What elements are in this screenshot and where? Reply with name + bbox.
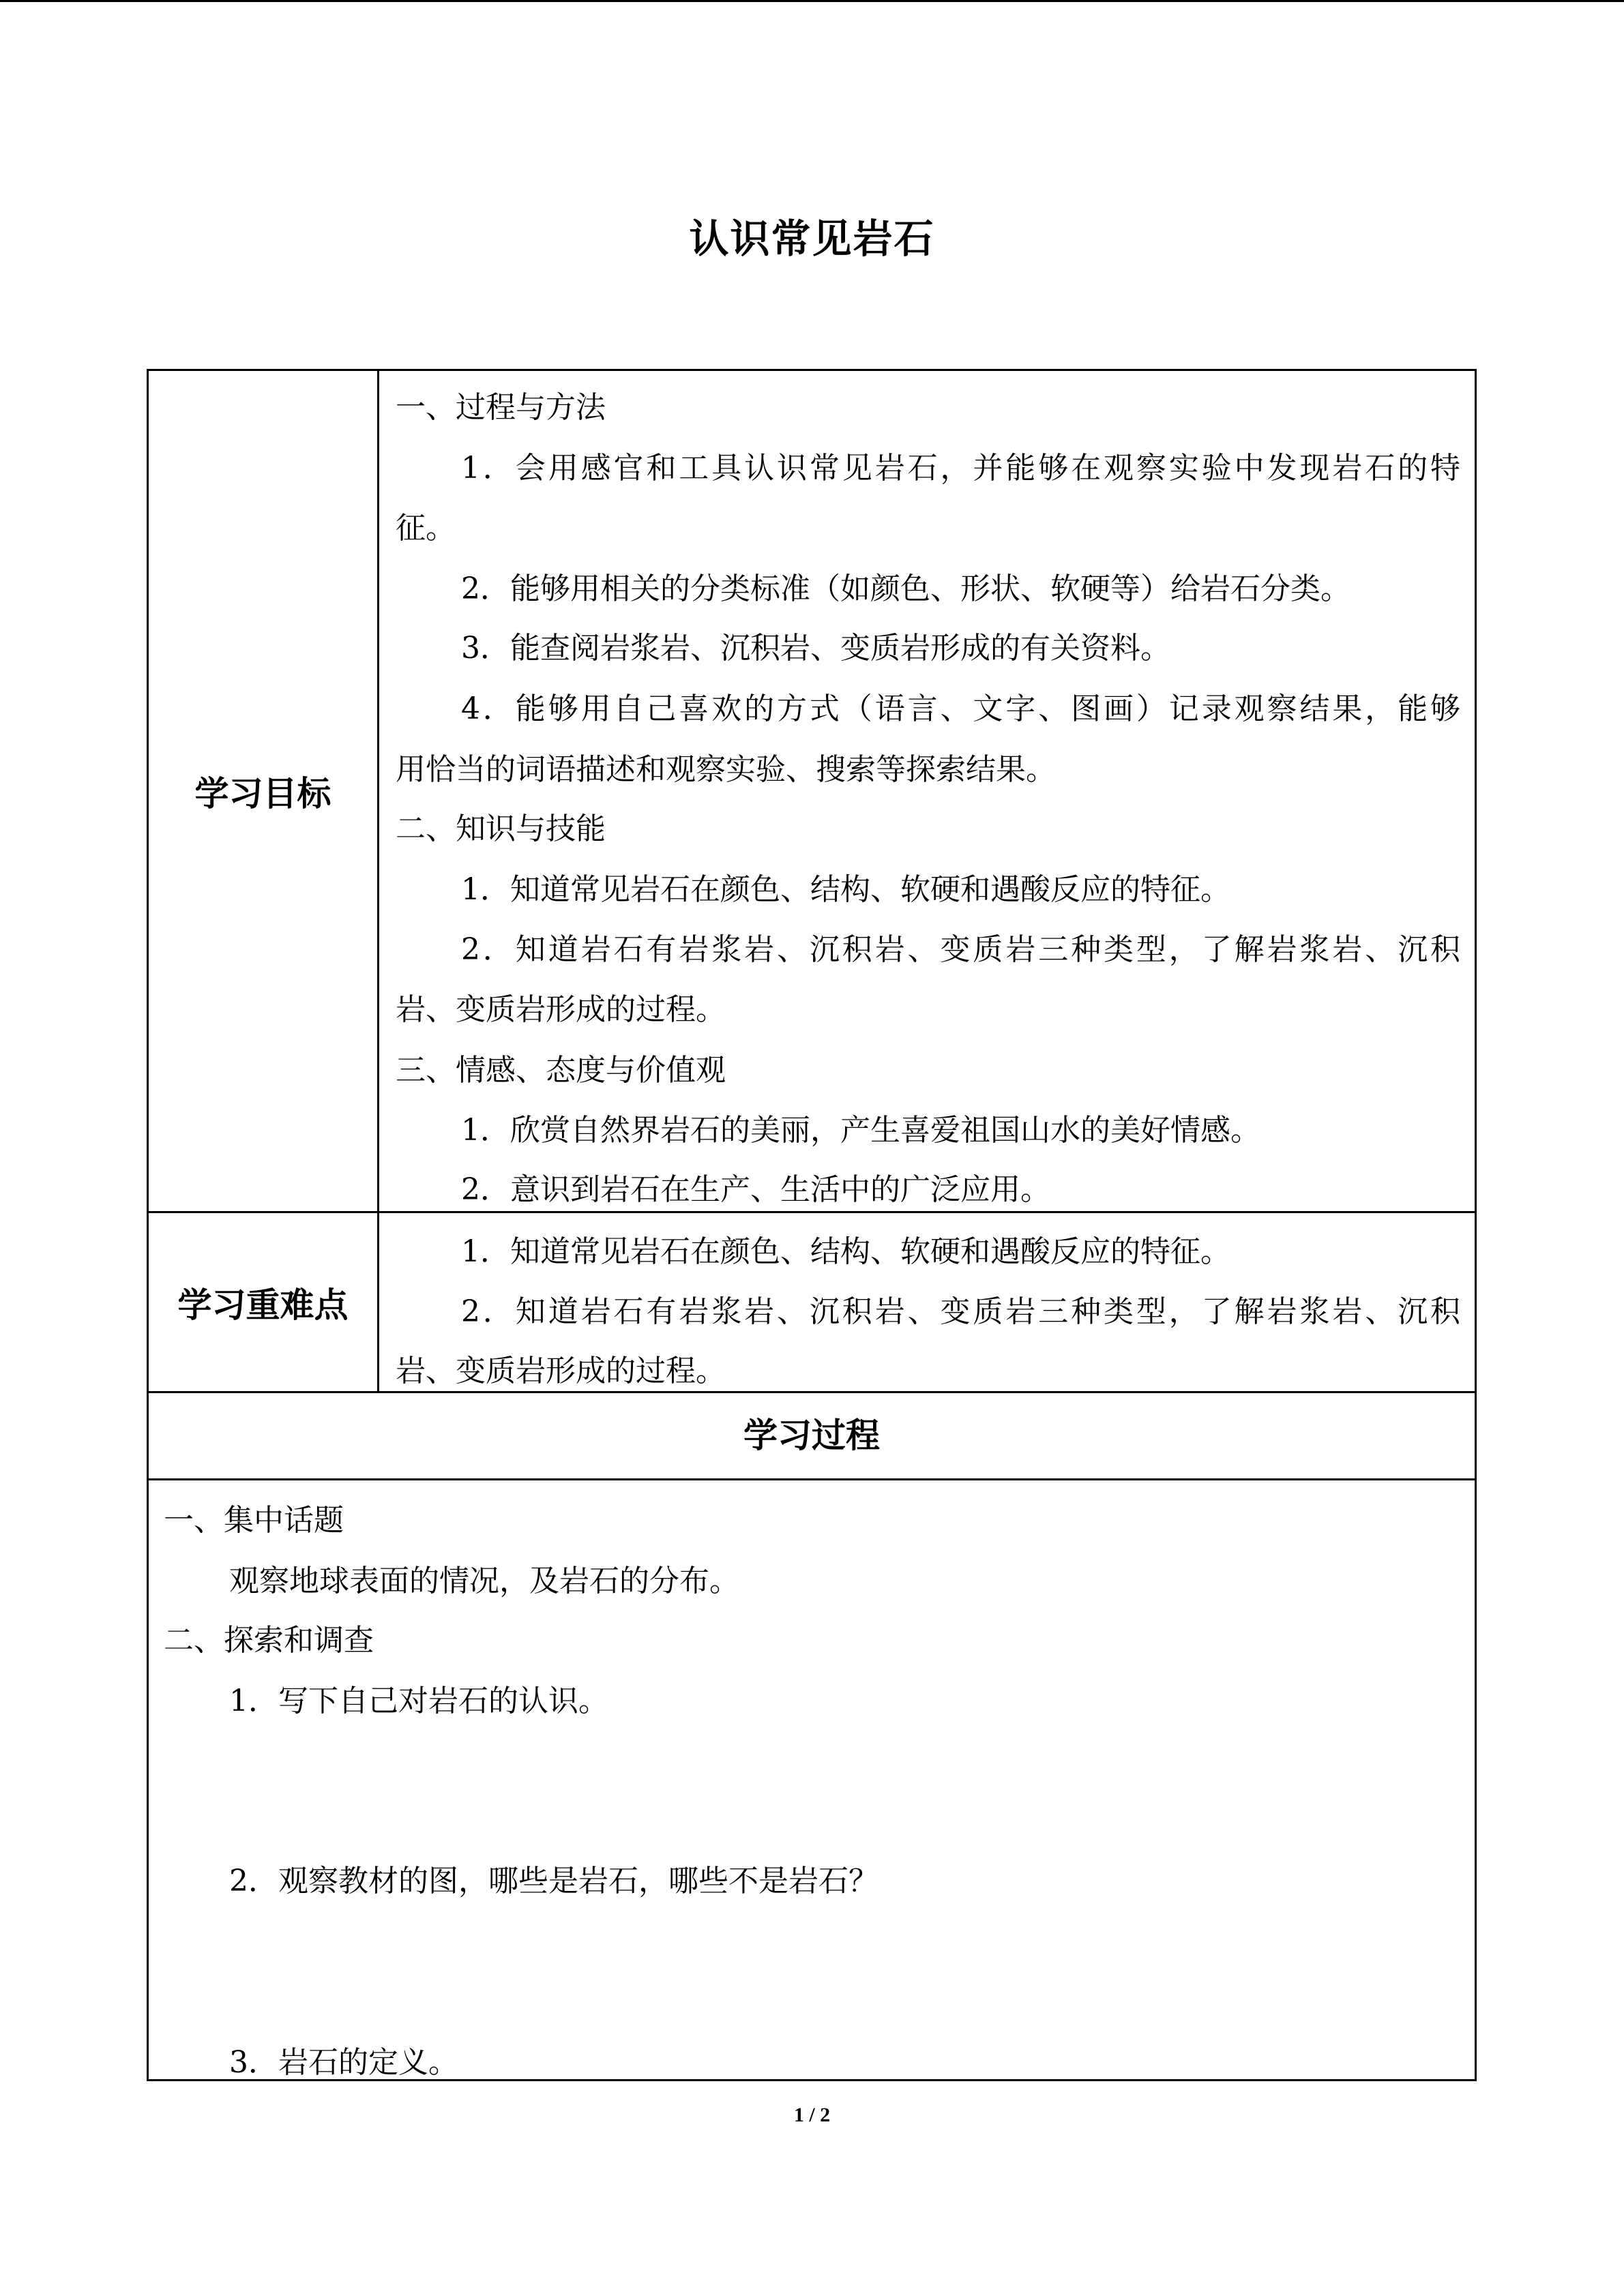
process-line: 观察地球表面的情况，及岩石的分布。 (229, 1564, 739, 1598)
objectives-heading-values: 三、情感、态度与价值观 (396, 1053, 726, 1088)
key-points-line: 岩、变质岩形成的过程。 (396, 1354, 726, 1388)
label-column-divider (377, 369, 379, 1393)
objectives-line: 2．能够用相关的分类标准（如颜色、形状、软硬等）给岩石分类。 (461, 571, 1350, 606)
process-heading: 学习过程 (743, 1416, 880, 1455)
objectives-line: 4．能够用自己喜欢的方式（语言、文字、图画）记录观察结果，能够 (461, 691, 1460, 726)
objectives-line: 2．知道岩石有岩浆岩、沉积岩、变质岩三种类型，了解岩浆岩、沉积 (461, 932, 1460, 967)
key-points-line: 2．知道岩石有岩浆岩、沉积岩、变质岩三种类型，了解岩浆岩、沉积 (461, 1294, 1460, 1329)
row-divider-key-points (147, 1391, 1477, 1393)
page-top-border (0, 0, 1624, 2)
objectives-heading-process: 一、过程与方法 (396, 390, 606, 425)
page-number: 1 / 2 (793, 2104, 831, 2126)
process-question: 2．观察教材的图，哪些是岩石，哪些不是岩石？ (229, 1864, 879, 1898)
objectives-heading-knowledge: 二、知识与技能 (396, 811, 606, 846)
objectives-line: 1．知道常见岩石在颜色、结构、软硬和遇酸反应的特征。 (461, 872, 1230, 907)
document-title: 认识常见岩石 (689, 215, 935, 262)
objectives-line: 征。 (396, 511, 456, 546)
process-question: 1．写下自己对岩石的认识。 (229, 1684, 608, 1718)
key-points-line: 1．知道常见岩石在颜色、结构、软硬和遇酸反应的特征。 (461, 1234, 1230, 1269)
objectives-line: 2．意识到岩石在生产、生活中的广泛应用。 (461, 1172, 1050, 1207)
process-topic-heading: 一、集中话题 (164, 1503, 344, 1538)
objectives-line: 岩、变质岩形成的过程。 (396, 992, 726, 1027)
objectives-line: 用恰当的词语描述和观察实验、搜索等探索结果。 (396, 752, 1056, 787)
process-explore-heading: 二、探索和调查 (164, 1623, 374, 1658)
objectives-line: 1．会用感官和工具认识常见岩石，并能够在观察实验中发现岩石的特 (461, 451, 1460, 486)
objectives-line: 3．能查阅岩浆岩、沉积岩、变质岩形成的有关资料。 (461, 631, 1170, 666)
row-divider-process-heading (147, 1478, 1477, 1480)
process-question: 3．岩石的定义。 (229, 2045, 458, 2080)
objectives-line: 1．欣赏自然界岩石的美丽，产生喜爱祖国山水的美好情感。 (461, 1113, 1260, 1148)
objectives-label: 学习目标 (194, 774, 331, 814)
key-points-label: 学习重难点 (177, 1285, 349, 1325)
